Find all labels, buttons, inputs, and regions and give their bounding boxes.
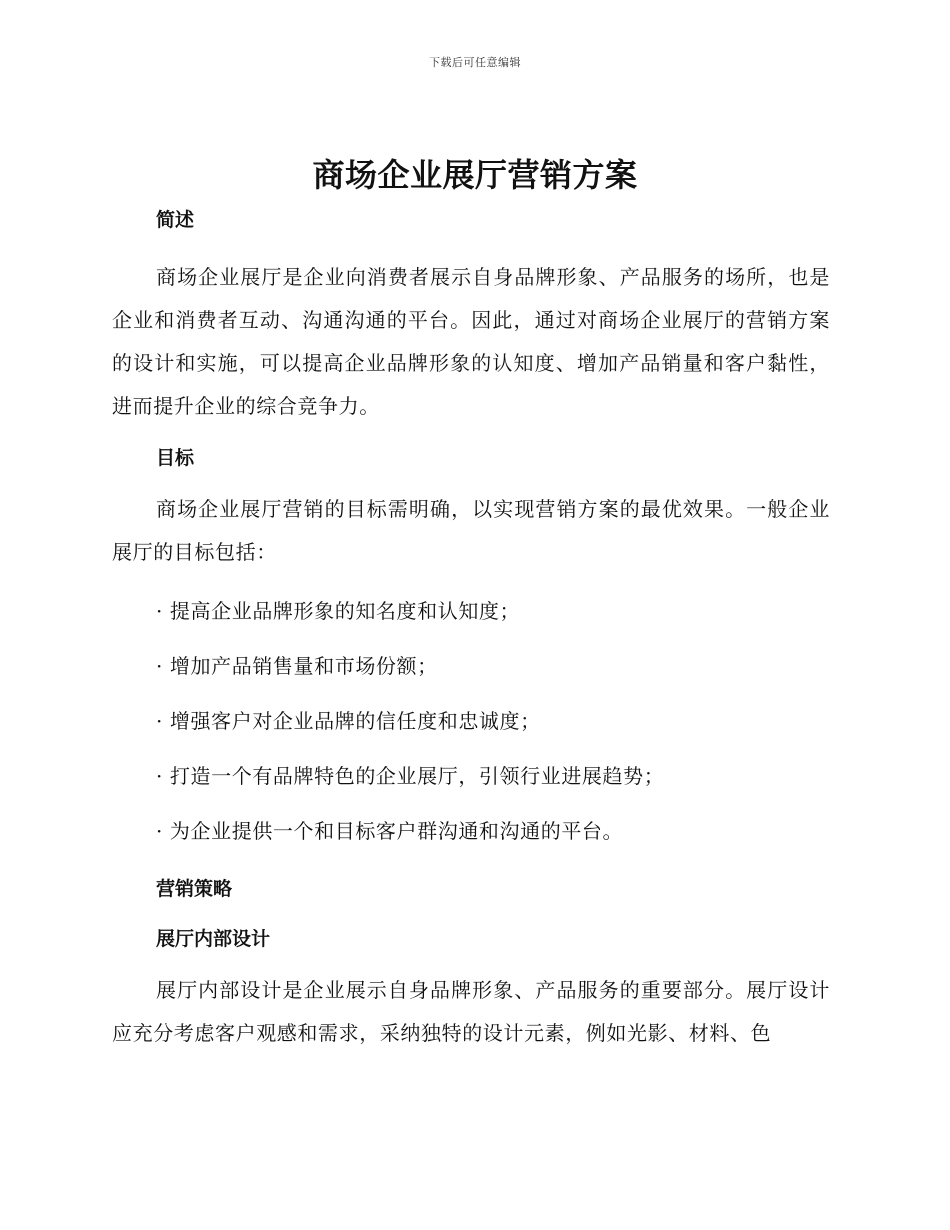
- document-body: [112, 200, 830, 1055]
- intro-paragraph: 商场企业展厅是企业向消费者展示自身品牌形象、产品服务的场所，也是企业和消费者互动、沟通沟通的平台。因此，通过对商场企业展厅的营销方案的设计和实施，可以提高企业品牌形象的认知度、增加产品销量和客户黏性，进而提升企业的综合竞争力。: [112, 265, 830, 418]
- list-item: · 为企业提供一个和目标客户群沟通和沟通的平台。: [156, 819, 624, 843]
- list-item: · 增加产品销售量和市场份额；: [156, 654, 438, 678]
- page-header-note: 下载后可任意编辑: [429, 56, 521, 69]
- section-heading-goals: 目标: [156, 447, 195, 469]
- subsection-heading-interior-design: 展厅内部设计: [156, 928, 271, 950]
- goals-bullet-list: [112, 584, 830, 859]
- goals-paragraph: 商场企业展厅营销的目标需明确，以实现营销方案的最优效果。一般企业展厅的目标包括：: [112, 497, 830, 564]
- list-item: · 增强客户对企业品牌的信任度和忠诚度；: [156, 709, 541, 733]
- list-item: · 提高企业品牌形象的知名度和认知度；: [156, 599, 521, 623]
- section-heading-intro: 简述: [156, 209, 195, 231]
- document-title: 商场企业展厅营销方案: [312, 156, 638, 194]
- interior-design-paragraph: 展厅内部设计是企业展示自身品牌形象、产品服务的重要部分。展厅设计应充分考虑客户观感和需求，采纳独特的设计元素，例如光影、材料、色: [112, 978, 830, 1045]
- section-heading-strategy: 营销策略: [156, 878, 233, 900]
- list-item: · 打造一个有品牌特色的企业展厅，引领行业进展趋势；: [156, 764, 665, 788]
